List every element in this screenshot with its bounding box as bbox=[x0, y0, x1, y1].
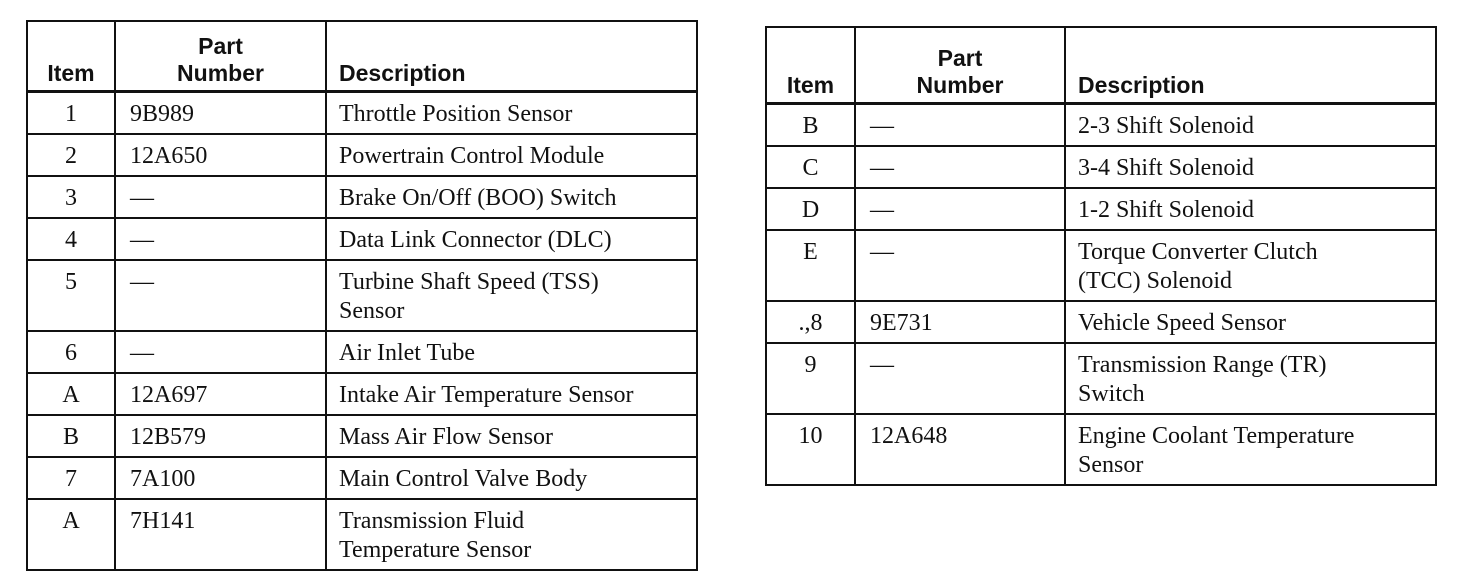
table-row bbox=[766, 414, 1436, 485]
item-cell: 5 bbox=[27, 260, 115, 331]
item-cell: .,8 bbox=[766, 301, 855, 343]
part-number-cell: — bbox=[855, 343, 1065, 414]
part-number-cell: — bbox=[115, 260, 326, 331]
item-cell: E bbox=[766, 230, 855, 301]
header-item: Item bbox=[27, 21, 115, 91]
table-row bbox=[766, 230, 1436, 301]
description-cell: Turbine Shaft Speed (TSS) Sensor bbox=[326, 260, 697, 331]
table-row bbox=[766, 343, 1436, 414]
header-part-number bbox=[855, 27, 1065, 103]
description-cell: Throttle Position Sensor bbox=[326, 91, 697, 134]
item-cell: B bbox=[27, 415, 115, 457]
description-cell: Powertrain Control Module bbox=[326, 134, 697, 176]
table-row bbox=[27, 499, 697, 570]
table-row bbox=[766, 146, 1436, 188]
part-number-cell: 12A650 bbox=[115, 134, 326, 176]
header-part-number bbox=[115, 21, 326, 91]
part-number-cell: — bbox=[115, 331, 326, 373]
description-cell: Main Control Valve Body bbox=[326, 457, 697, 499]
description-cell: 1-2 Shift Solenoid bbox=[1065, 188, 1436, 230]
parts-table-right bbox=[765, 26, 1437, 486]
item-cell: A bbox=[27, 373, 115, 415]
table-row bbox=[27, 415, 697, 457]
table-row bbox=[27, 373, 697, 415]
header-description: Description bbox=[326, 21, 697, 91]
table-header-row bbox=[766, 27, 1436, 103]
part-number-cell: 12B579 bbox=[115, 415, 326, 457]
header-description: Description bbox=[1065, 27, 1436, 103]
description-cell: Torque Converter Clutch (TCC) Solenoid bbox=[1065, 230, 1436, 301]
table-body bbox=[27, 91, 697, 570]
part-number-cell: — bbox=[115, 176, 326, 218]
description-cell: Mass Air Flow Sensor bbox=[326, 415, 697, 457]
item-cell: A bbox=[27, 499, 115, 570]
description-cell: Brake On/Off (BOO) Switch bbox=[326, 176, 697, 218]
header-part-number-label: Part Number bbox=[177, 32, 264, 86]
table-row bbox=[766, 188, 1436, 230]
table-row bbox=[27, 457, 697, 499]
part-number-cell: — bbox=[855, 188, 1065, 230]
table-row bbox=[27, 331, 697, 373]
item-cell: 3 bbox=[27, 176, 115, 218]
description-cell: Air Inlet Tube bbox=[326, 331, 697, 373]
part-number-cell: 9E731 bbox=[855, 301, 1065, 343]
description-cell: Intake Air Temperature Sensor bbox=[326, 373, 697, 415]
table-row bbox=[27, 218, 697, 260]
description-cell: 3-4 Shift Solenoid bbox=[1065, 146, 1436, 188]
description-cell: Vehicle Speed Sensor bbox=[1065, 301, 1436, 343]
table-row bbox=[27, 260, 697, 331]
part-number-cell: 12A697 bbox=[115, 373, 326, 415]
item-cell: C bbox=[766, 146, 855, 188]
description-cell: Engine Coolant Temperature Sensor bbox=[1065, 414, 1436, 485]
part-number-cell: 7A100 bbox=[115, 457, 326, 499]
part-number-cell: — bbox=[855, 230, 1065, 301]
header-item: Item bbox=[766, 27, 855, 103]
part-number-cell: 12A648 bbox=[855, 414, 1065, 485]
parts-table-left bbox=[26, 20, 698, 571]
item-cell: 1 bbox=[27, 91, 115, 134]
item-cell: 2 bbox=[27, 134, 115, 176]
table-row bbox=[27, 91, 697, 134]
table-header-row bbox=[27, 21, 697, 91]
item-cell: 6 bbox=[27, 331, 115, 373]
item-cell: D bbox=[766, 188, 855, 230]
item-cell: 9 bbox=[766, 343, 855, 414]
item-cell: 7 bbox=[27, 457, 115, 499]
description-cell: Data Link Connector (DLC) bbox=[326, 218, 697, 260]
part-number-cell: — bbox=[855, 146, 1065, 188]
item-cell: 10 bbox=[766, 414, 855, 485]
description-cell: 2-3 Shift Solenoid bbox=[1065, 103, 1436, 146]
description-cell: Transmission Range (TR) Switch bbox=[1065, 343, 1436, 414]
table-row bbox=[766, 103, 1436, 146]
part-number-cell: 7H141 bbox=[115, 499, 326, 570]
part-number-cell: — bbox=[855, 103, 1065, 146]
description-cell: Transmission Fluid Temperature Sensor bbox=[326, 499, 697, 570]
item-cell: B bbox=[766, 103, 855, 146]
part-number-cell: — bbox=[115, 218, 326, 260]
table-row bbox=[27, 134, 697, 176]
part-number-cell: 9B989 bbox=[115, 91, 326, 134]
table-row bbox=[766, 301, 1436, 343]
item-cell: 4 bbox=[27, 218, 115, 260]
header-part-number-label: Part Number bbox=[916, 44, 1004, 98]
table-body bbox=[766, 103, 1436, 485]
table-row bbox=[27, 176, 697, 218]
